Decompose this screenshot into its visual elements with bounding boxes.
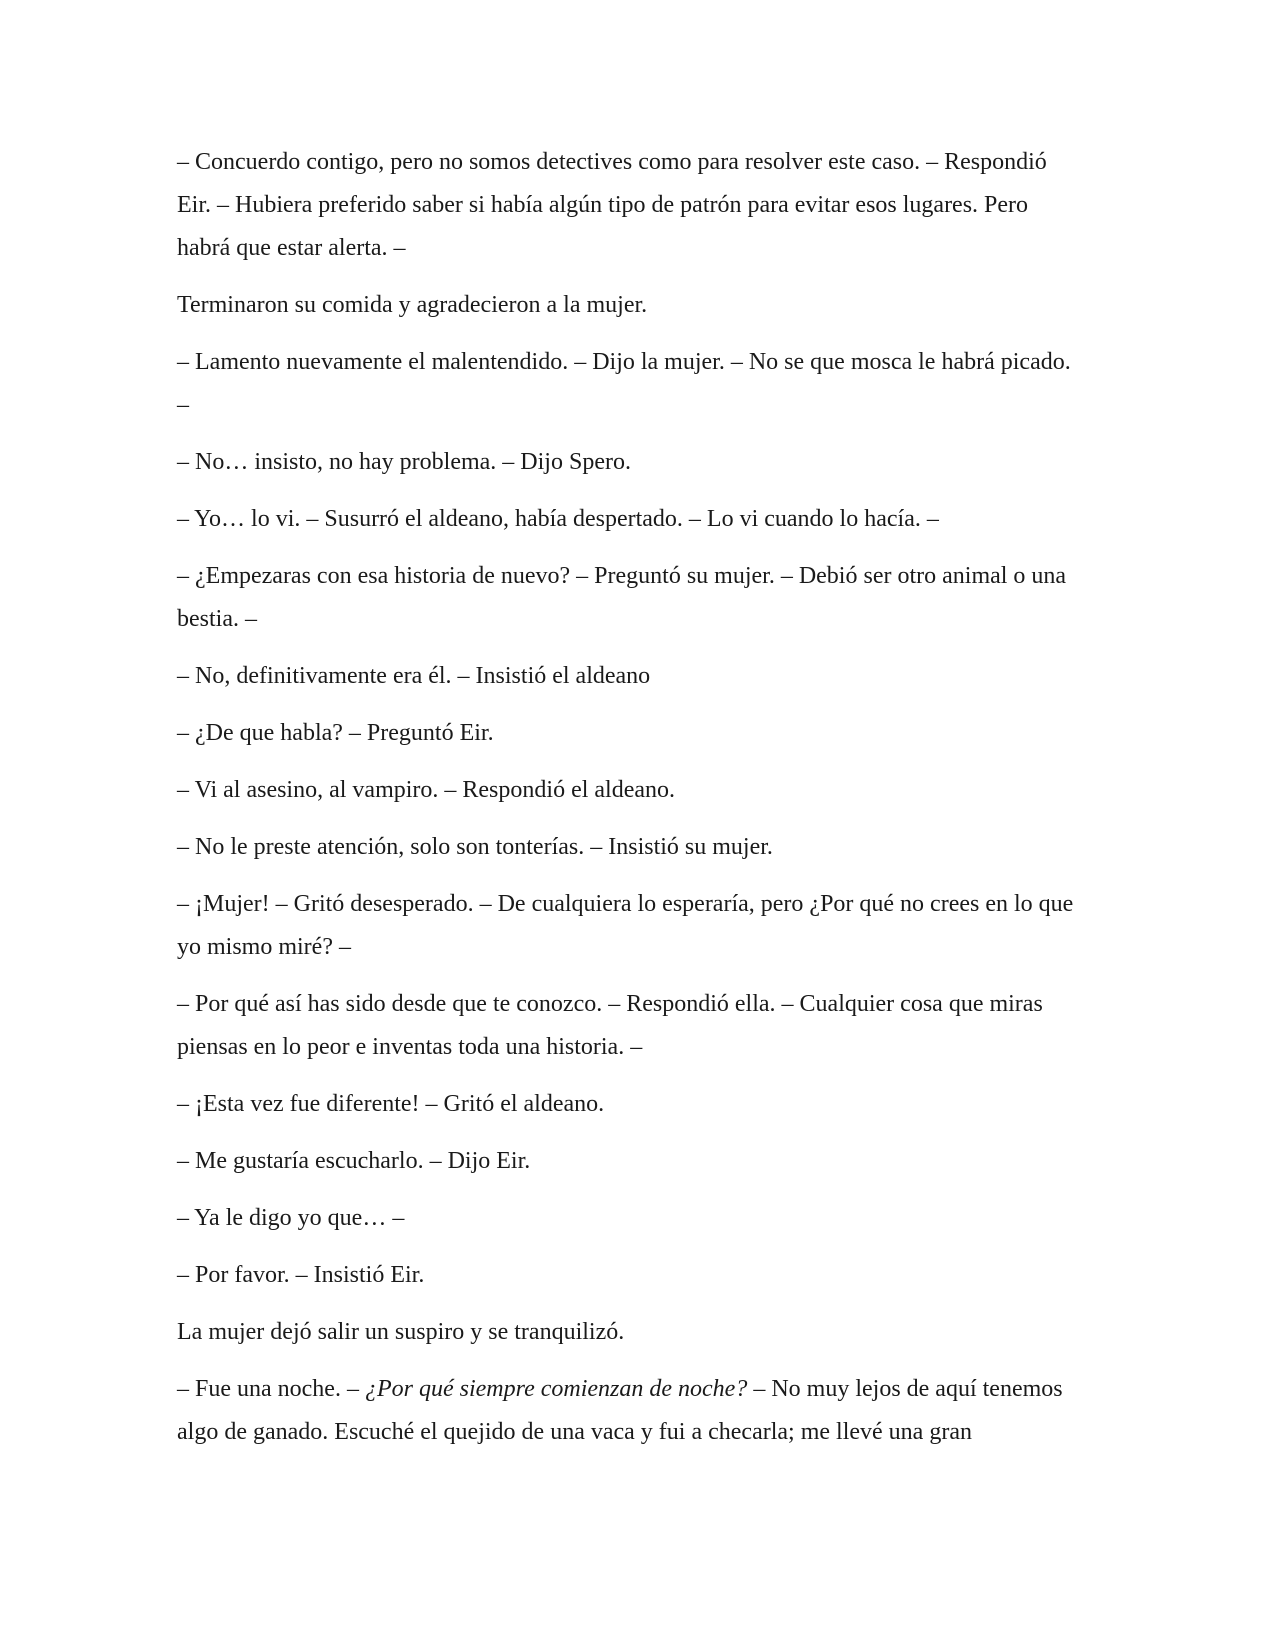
paragraph: – No… insisto, no hay problema. – Dijo Spero. — [177, 449, 631, 475]
paragraph: – ¡Esta vez fue diferente! – Gritó el aldeano. — [177, 1091, 605, 1117]
paragraph: – Lamento nuevamente el malentendido. – Dijo la mujer. – No se que mosca le habrá picado. – — [177, 349, 1071, 418]
paragraph: – ¿Empezaras con esa historia de nuevo? – Preguntó su mujer. – Debió ser otro animal o una bestia. – — [177, 563, 1067, 632]
paragraph: – Ya le digo yo que… – — [177, 1205, 405, 1231]
paragraph-text-end: – No muy lejos de aquí tenemos algo de ganado. Escuché el quejido de una vaca y fui a checarla; me llevé una gran — [177, 1376, 1063, 1445]
paragraph: – Vi al asesino, al vampiro. – Respondió el aldeano. — [177, 777, 676, 803]
paragraph: – Por qué así has sido desde que te conozco. – Respondió ella. – Cualquier cosa que miras piensas en lo peor e inventas toda una historia. – — [177, 991, 1043, 1060]
paragraph: – Concuerdo contigo, pero no somos detectives como para resolver este caso. – Respondió Eir. – Hubiera preferido saber si había algún tipo de patrón para evitar esos lugares. Pero habrá que estar alerta. – — [177, 149, 1047, 261]
paragraph: – No le preste atención, solo son tonterías. – Insistió su mujer. — [177, 834, 773, 860]
paragraph: – ¿De que habla? – Preguntó Eir. — [177, 720, 494, 746]
paragraph: – ¡Mujer! – Gritó desesperado. – De cualquiera lo esperaría, pero ¿Por qué no crees en lo que yo mismo miré? – — [177, 891, 1074, 960]
paragraph: – Yo… lo vi. – Susurró el aldeano, había despertado. – Lo vi cuando lo hacía. – — [177, 506, 939, 532]
paragraph-last — [177, 1368, 1075, 1454]
paragraph: – Por favor. – Insistió Eir. — [177, 1262, 425, 1288]
paragraph: La mujer dejó salir un suspiro y se tranquilizó. — [177, 1319, 625, 1345]
paragraph: – Me gustaría escucharlo. – Dijo Eir. — [177, 1148, 531, 1174]
paragraph: – No, definitivamente era él. – Insistió el aldeano — [177, 663, 651, 689]
paragraph: Terminaron su comida y agradecieron a la mujer. — [177, 292, 648, 318]
paragraph-text-start: – Fue una noche. – — [177, 1376, 365, 1402]
italic-thought: ¿Por qué siempre comienzan de noche? — [364, 1376, 748, 1402]
